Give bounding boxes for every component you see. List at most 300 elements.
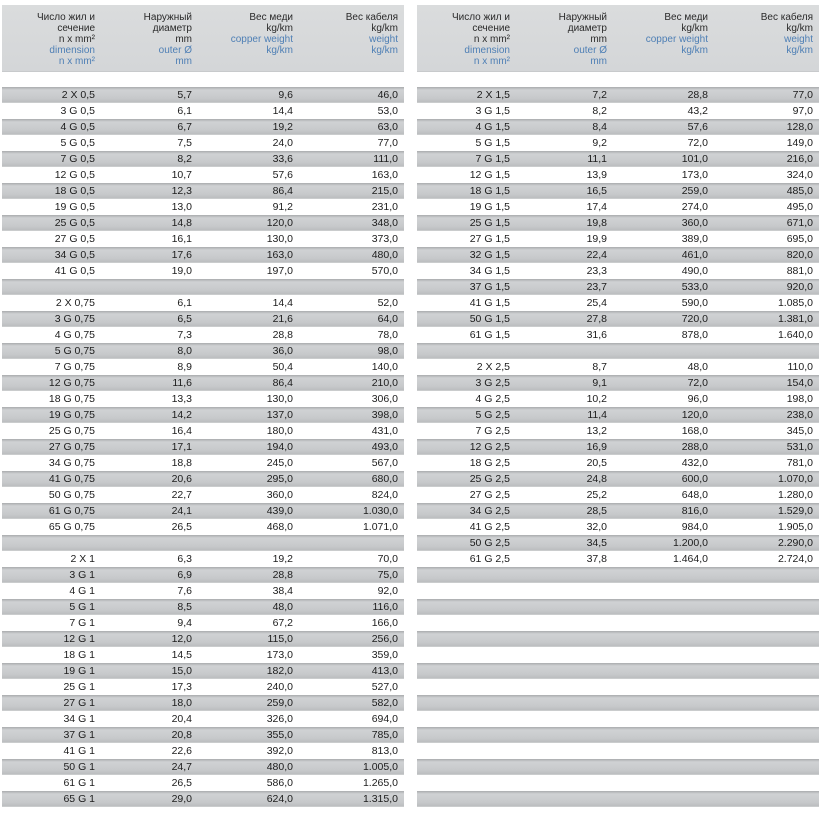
cell-dimension: 2 X 1,5 xyxy=(476,89,510,101)
cell-dimension: 27 G 1 xyxy=(63,697,95,709)
cell-outer-diameter: 16,9 xyxy=(586,441,607,453)
header-line: диаметр xyxy=(152,23,192,34)
cell-copper-weight: 480,0 xyxy=(266,761,293,773)
table-row xyxy=(417,423,819,439)
cell-cable-weight: 128,0 xyxy=(786,121,813,133)
table-row xyxy=(417,391,819,407)
cell-copper-weight: 14,4 xyxy=(272,105,293,117)
empty-row xyxy=(417,695,819,711)
cell-copper-weight: 240,0 xyxy=(266,681,293,693)
cell-cable-weight: 920,0 xyxy=(786,281,813,293)
header-line: Число жил и xyxy=(36,12,95,23)
empty-row xyxy=(417,679,819,695)
cell-cable-weight: 92,0 xyxy=(377,585,398,597)
cell-copper-weight: 28,8 xyxy=(272,329,293,341)
cell-copper-weight: 33,6 xyxy=(272,153,293,165)
table-row xyxy=(2,103,404,119)
table-row xyxy=(2,375,404,391)
cell-dimension: 37 G 1,5 xyxy=(469,281,510,293)
header-line: Вес меди xyxy=(664,12,708,23)
cell-copper-weight: 1.200,0 xyxy=(672,537,708,549)
header-line: mm xyxy=(175,56,192,67)
cell-copper-weight: 586,0 xyxy=(266,777,293,789)
cell-cable-weight: 813,0 xyxy=(371,745,398,757)
cell-outer-diameter: 8,2 xyxy=(592,105,607,117)
cell-cable-weight: 1.381,0 xyxy=(777,313,813,325)
empty-row xyxy=(417,583,819,599)
cell-cable-weight: 2.724,0 xyxy=(777,553,813,565)
table-row xyxy=(2,167,404,183)
cell-copper-weight: 43,2 xyxy=(687,105,708,117)
cell-dimension: 2 X 0,75 xyxy=(55,297,95,309)
cell-outer-diameter: 34,5 xyxy=(586,537,607,549)
column-header-outer-diameter xyxy=(101,12,198,67)
cell-outer-diameter: 6,9 xyxy=(177,569,192,581)
cell-cable-weight: 210,0 xyxy=(371,377,398,389)
table-row xyxy=(417,535,819,551)
cell-outer-diameter: 37,8 xyxy=(586,553,607,565)
table-row xyxy=(417,231,819,247)
cell-outer-diameter: 29,0 xyxy=(171,793,192,805)
cell-cable-weight: 256,0 xyxy=(371,633,398,645)
cell-copper-weight: 21,6 xyxy=(272,313,293,325)
cell-cable-weight: 97,0 xyxy=(792,105,813,117)
table-row xyxy=(2,87,404,103)
header-line: сечение xyxy=(57,23,95,34)
cell-outer-diameter: 12,0 xyxy=(171,633,192,645)
cell-cable-weight: 70,0 xyxy=(377,553,398,565)
cell-outer-diameter: 7,2 xyxy=(592,89,607,101)
cell-copper-weight: 57,6 xyxy=(272,169,293,181)
cell-outer-diameter: 17,1 xyxy=(171,441,192,453)
cell-copper-weight: 19,2 xyxy=(272,553,293,565)
cell-copper-weight: 130,0 xyxy=(266,393,293,405)
cell-cable-weight: 567,0 xyxy=(371,457,398,469)
table-row xyxy=(2,519,404,535)
cell-cable-weight: 110,0 xyxy=(787,361,813,373)
header-line: Вес меди xyxy=(249,12,293,23)
cell-dimension: 3 G 1,5 xyxy=(475,105,510,117)
cell-cable-weight: 398,0 xyxy=(371,409,398,421)
table-row xyxy=(2,695,404,711)
cell-dimension: 7 G 1,5 xyxy=(475,153,510,165)
cell-outer-diameter: 23,7 xyxy=(586,281,607,293)
cell-copper-weight: 197,0 xyxy=(266,265,293,277)
cell-copper-weight: 490,0 xyxy=(681,265,708,277)
cell-dimension: 19 G 1,5 xyxy=(469,201,510,213)
cell-copper-weight: 36,0 xyxy=(272,345,293,357)
cell-dimension: 19 G 1 xyxy=(63,665,95,677)
cell-dimension: 27 G 0,75 xyxy=(48,441,95,453)
cell-copper-weight: 67,2 xyxy=(272,617,293,629)
table-row xyxy=(417,327,819,343)
cell-cable-weight: 1.280,0 xyxy=(777,489,813,501)
cell-copper-weight: 137,0 xyxy=(266,409,293,421)
cell-cable-weight: 75,0 xyxy=(377,569,398,581)
cell-copper-weight: 168,0 xyxy=(681,425,708,437)
cell-dimension: 41 G 0,75 xyxy=(48,473,95,485)
cell-cable-weight: 63,0 xyxy=(377,121,398,133)
cell-cable-weight: 495,0 xyxy=(786,201,813,213)
header-line: Вес кабеля xyxy=(345,12,398,23)
table-row xyxy=(2,759,404,775)
cell-cable-weight: 359,0 xyxy=(371,649,398,661)
empty-row xyxy=(417,615,819,631)
table-row xyxy=(2,231,404,247)
cell-outer-diameter: 20,8 xyxy=(171,729,192,741)
empty-row xyxy=(417,663,819,679)
cell-cable-weight: 324,0 xyxy=(786,169,813,181)
cell-outer-diameter: 11,1 xyxy=(587,153,607,165)
cell-cable-weight: 116,0 xyxy=(372,601,398,613)
cell-outer-diameter: 18,8 xyxy=(171,457,192,469)
table-row xyxy=(417,215,819,231)
cell-outer-diameter: 8,7 xyxy=(592,361,607,373)
cell-cable-weight: 198,0 xyxy=(786,393,813,405)
table-header xyxy=(417,5,819,72)
cell-cable-weight: 582,0 xyxy=(371,697,398,709)
table-row xyxy=(417,119,819,135)
cell-dimension: 41 G 0,5 xyxy=(54,265,95,277)
table-row xyxy=(2,727,404,743)
table-row xyxy=(2,503,404,519)
table-row xyxy=(2,199,404,215)
table-row xyxy=(417,359,819,375)
cell-copper-weight: 28,8 xyxy=(687,89,708,101)
cell-copper-weight: 600,0 xyxy=(681,473,708,485)
header-line: сечение xyxy=(472,23,510,34)
cell-cable-weight: 781,0 xyxy=(786,457,813,469)
cell-copper-weight: 86,4 xyxy=(272,185,293,197)
table-row xyxy=(2,743,404,759)
cell-copper-weight: 360,0 xyxy=(266,489,293,501)
cell-cable-weight: 215,0 xyxy=(371,185,398,197)
table-row xyxy=(2,647,404,663)
table-row xyxy=(417,135,819,151)
cell-dimension: 27 G 2,5 xyxy=(469,489,510,501)
header-line: диаметр xyxy=(567,23,607,34)
cell-copper-weight: 173,0 xyxy=(266,649,293,661)
cell-dimension: 34 G 1,5 xyxy=(469,265,510,277)
header-line: copper weight xyxy=(230,34,293,45)
empty-row xyxy=(417,759,819,775)
cell-copper-weight: 389,0 xyxy=(681,233,708,245)
cell-cable-weight: 140,0 xyxy=(371,361,398,373)
cell-outer-diameter: 20,5 xyxy=(586,457,607,469)
table-row xyxy=(417,87,819,103)
column-header-copper-weight xyxy=(613,12,714,56)
cell-dimension: 12 G 2,5 xyxy=(469,441,510,453)
cell-copper-weight: 288,0 xyxy=(681,441,708,453)
table-row xyxy=(417,503,819,519)
cell-copper-weight: 182,0 xyxy=(266,665,293,677)
cell-cable-weight: 46,0 xyxy=(377,89,398,101)
cell-outer-diameter: 20,6 xyxy=(171,473,192,485)
table-row xyxy=(2,407,404,423)
cell-dimension: 27 G 0,5 xyxy=(54,233,95,245)
table-row xyxy=(2,679,404,695)
cell-dimension: 18 G 1 xyxy=(63,649,95,661)
table-row xyxy=(2,183,404,199)
cell-outer-diameter: 17,6 xyxy=(171,249,192,261)
empty-row xyxy=(417,727,819,743)
cell-dimension: 61 G 1,5 xyxy=(469,329,510,341)
cell-cable-weight: 154,0 xyxy=(786,377,813,389)
cell-dimension: 4 G 0,5 xyxy=(60,121,95,133)
cell-dimension: 12 G 1,5 xyxy=(469,169,510,181)
cell-dimension: 2 X 1 xyxy=(70,553,95,565)
cell-cable-weight: 431,0 xyxy=(371,425,398,437)
cell-outer-diameter: 24,8 xyxy=(586,473,607,485)
table-body xyxy=(417,87,819,807)
cell-copper-weight: 461,0 xyxy=(681,249,708,261)
cell-copper-weight: 72,0 xyxy=(687,377,708,389)
cell-cable-weight: 77,0 xyxy=(792,89,813,101)
table-row xyxy=(2,215,404,231)
table-row xyxy=(417,183,819,199)
cell-copper-weight: 72,0 xyxy=(687,137,708,149)
table-row xyxy=(2,791,404,807)
cell-outer-diameter: 9,4 xyxy=(177,617,192,629)
table-row xyxy=(417,167,819,183)
cell-outer-diameter: 16,1 xyxy=(171,233,192,245)
column-header-cable-weight xyxy=(714,12,819,56)
cell-dimension: 50 G 2,5 xyxy=(469,537,510,549)
header-line: Наружный xyxy=(143,12,192,23)
cell-outer-diameter: 5,7 xyxy=(177,89,192,101)
empty-row xyxy=(417,599,819,615)
spec-table-left xyxy=(2,5,404,807)
cell-outer-diameter: 8,0 xyxy=(177,345,192,357)
cell-outer-diameter: 7,3 xyxy=(177,329,192,341)
cell-dimension: 4 G 0,75 xyxy=(54,329,95,341)
cell-copper-weight: 274,0 xyxy=(681,201,708,213)
cell-outer-diameter: 14,8 xyxy=(171,217,192,229)
cell-dimension: 5 G 1 xyxy=(69,601,95,613)
cell-copper-weight: 355,0 xyxy=(266,729,293,741)
header-line: mm xyxy=(175,34,192,45)
cell-cable-weight: 111,0 xyxy=(373,153,398,165)
cell-cable-weight: 1.071,0 xyxy=(362,521,398,533)
cell-cable-weight: 671,0 xyxy=(786,217,813,229)
cell-copper-weight: 38,4 xyxy=(272,585,293,597)
cell-outer-diameter: 16,4 xyxy=(171,425,192,437)
cell-outer-diameter: 7,5 xyxy=(177,137,192,149)
table-row xyxy=(2,551,404,567)
table-row xyxy=(2,663,404,679)
cell-outer-diameter: 6,5 xyxy=(177,313,192,325)
cell-copper-weight: 1.464,0 xyxy=(672,553,708,565)
cell-outer-diameter: 24,1 xyxy=(171,505,192,517)
empty-row xyxy=(417,711,819,727)
column-header-dimension xyxy=(417,12,516,67)
cell-dimension: 65 G 1 xyxy=(63,793,95,805)
table-row xyxy=(2,295,404,311)
cell-outer-diameter: 22,7 xyxy=(171,489,192,501)
cell-dimension: 5 G 2,5 xyxy=(475,409,510,421)
cell-copper-weight: 173,0 xyxy=(681,169,708,181)
cell-outer-diameter: 6,1 xyxy=(177,297,192,309)
cell-outer-diameter: 6,7 xyxy=(177,121,192,133)
cell-copper-weight: 120,0 xyxy=(681,409,708,421)
cell-cable-weight: 231,0 xyxy=(371,201,398,213)
cell-dimension: 27 G 1,5 xyxy=(469,233,510,245)
cell-outer-diameter: 13,0 xyxy=(171,201,192,213)
cell-dimension: 3 G 1 xyxy=(69,569,95,581)
cell-outer-diameter: 9,1 xyxy=(592,377,607,389)
cell-cable-weight: 53,0 xyxy=(377,105,398,117)
cell-copper-weight: 432,0 xyxy=(681,457,708,469)
cell-cable-weight: 694,0 xyxy=(371,713,398,725)
cell-outer-diameter: 6,3 xyxy=(177,553,192,565)
cell-outer-diameter: 23,3 xyxy=(586,265,607,277)
cell-copper-weight: 180,0 xyxy=(266,425,293,437)
cell-outer-diameter: 17,3 xyxy=(171,681,192,693)
cell-outer-diameter: 18,0 xyxy=(171,697,192,709)
cell-outer-diameter: 12,3 xyxy=(171,185,192,197)
cell-copper-weight: 326,0 xyxy=(266,713,293,725)
cell-dimension: 18 G 2,5 xyxy=(469,457,510,469)
cell-cable-weight: 1.315,0 xyxy=(362,793,398,805)
cell-dimension: 25 G 1,5 xyxy=(469,217,510,229)
cell-cable-weight: 216,0 xyxy=(786,153,813,165)
cell-copper-weight: 360,0 xyxy=(681,217,708,229)
cell-dimension: 25 G 0,5 xyxy=(54,217,95,229)
cell-dimension: 19 G 0,75 xyxy=(48,409,95,421)
cell-cable-weight: 77,0 xyxy=(377,137,398,149)
table-row xyxy=(2,247,404,263)
cell-outer-diameter: 13,3 xyxy=(171,393,192,405)
header-line: dimension xyxy=(49,45,95,56)
cell-dimension: 2 X 0,5 xyxy=(61,89,95,101)
cell-cable-weight: 570,0 xyxy=(371,265,398,277)
cell-outer-diameter: 8,5 xyxy=(177,601,192,613)
cell-dimension: 5 G 0,5 xyxy=(60,137,95,149)
table-row xyxy=(417,407,819,423)
cell-cable-weight: 98,0 xyxy=(377,345,398,357)
table-row xyxy=(417,279,819,295)
header-line: outer Ø xyxy=(573,45,607,56)
cell-outer-diameter: 20,4 xyxy=(171,713,192,725)
separator-row xyxy=(2,279,404,295)
cell-cable-weight: 1.905,0 xyxy=(777,521,813,533)
cell-dimension: 4 G 1 xyxy=(69,585,95,597)
cell-dimension: 50 G 0,75 xyxy=(48,489,95,501)
cell-dimension: 12 G 1 xyxy=(63,633,95,645)
cell-outer-diameter: 7,6 xyxy=(177,585,192,597)
cell-dimension: 3 G 0,5 xyxy=(60,105,95,117)
cell-dimension: 3 G 2,5 xyxy=(475,377,510,389)
cell-dimension: 12 G 0,5 xyxy=(54,169,95,181)
header-line: Наружный xyxy=(558,12,607,23)
column-header-outer-diameter xyxy=(516,12,613,67)
empty-row xyxy=(417,647,819,663)
cell-cable-weight: 824,0 xyxy=(371,489,398,501)
cell-outer-diameter: 22,6 xyxy=(171,745,192,757)
cell-dimension: 32 G 1,5 xyxy=(469,249,510,261)
cell-outer-diameter: 10,2 xyxy=(586,393,607,405)
column-header-cable-weight xyxy=(299,12,404,56)
header-line: kg/km xyxy=(681,45,708,56)
table-row xyxy=(417,263,819,279)
cell-cable-weight: 373,0 xyxy=(371,233,398,245)
cell-outer-diameter: 15,0 xyxy=(171,665,192,677)
table-row xyxy=(417,455,819,471)
table-row xyxy=(417,295,819,311)
cell-outer-diameter: 17,4 xyxy=(586,201,607,213)
table-row xyxy=(2,391,404,407)
table-row xyxy=(2,711,404,727)
cell-dimension: 7 G 0,75 xyxy=(54,361,95,373)
cell-copper-weight: 624,0 xyxy=(266,793,293,805)
cell-copper-weight: 86,4 xyxy=(272,377,293,389)
table-row xyxy=(2,119,404,135)
cell-outer-diameter: 31,6 xyxy=(586,329,607,341)
header-line: dimension xyxy=(464,45,510,56)
cell-cable-weight: 881,0 xyxy=(786,265,813,277)
cell-outer-diameter: 11,6 xyxy=(172,377,192,389)
empty-row xyxy=(417,743,819,759)
cell-dimension: 50 G 1 xyxy=(63,761,95,773)
table-row xyxy=(2,311,404,327)
cell-copper-weight: 816,0 xyxy=(681,505,708,517)
cell-copper-weight: 590,0 xyxy=(681,297,708,309)
cell-dimension: 41 G 1 xyxy=(63,745,95,757)
cell-outer-diameter: 19,9 xyxy=(586,233,607,245)
cell-cable-weight: 1.005,0 xyxy=(362,761,398,773)
cell-dimension: 4 G 1,5 xyxy=(475,121,510,133)
table-row xyxy=(2,135,404,151)
cell-dimension: 7 G 2,5 xyxy=(475,425,510,437)
cell-copper-weight: 48,0 xyxy=(272,601,293,613)
cell-outer-diameter: 24,7 xyxy=(171,761,192,773)
header-line: weight xyxy=(784,34,813,45)
cell-cable-weight: 166,0 xyxy=(371,617,398,629)
table-row xyxy=(2,631,404,647)
header-line: n x mm² xyxy=(58,56,95,67)
cell-copper-weight: 50,4 xyxy=(272,361,293,373)
table-row xyxy=(2,615,404,631)
table-row xyxy=(2,327,404,343)
cell-copper-weight: 468,0 xyxy=(266,521,293,533)
cell-dimension: 25 G 0,75 xyxy=(48,425,95,437)
cell-cable-weight: 413,0 xyxy=(371,665,398,677)
cell-copper-weight: 648,0 xyxy=(681,489,708,501)
cell-dimension: 34 G 0,75 xyxy=(48,457,95,469)
cell-copper-weight: 24,0 xyxy=(272,137,293,149)
cell-outer-diameter: 8,9 xyxy=(177,361,192,373)
header-line: n x mm² xyxy=(473,34,510,45)
table-row xyxy=(417,151,819,167)
cell-copper-weight: 28,8 xyxy=(272,569,293,581)
cell-copper-weight: 878,0 xyxy=(681,329,708,341)
cell-cable-weight: 695,0 xyxy=(786,233,813,245)
table-row xyxy=(2,471,404,487)
cell-outer-diameter: 25,4 xyxy=(586,297,607,309)
header-line: kg/km xyxy=(681,23,708,34)
cell-cable-weight: 480,0 xyxy=(371,249,398,261)
cell-cable-weight: 485,0 xyxy=(786,185,813,197)
cell-dimension: 7 G 0,5 xyxy=(60,153,95,165)
cell-copper-weight: 9,6 xyxy=(278,89,293,101)
cell-cable-weight: 78,0 xyxy=(377,329,398,341)
header-line: mm xyxy=(590,56,607,67)
cell-cable-weight: 163,0 xyxy=(371,169,398,181)
cell-dimension: 18 G 1,5 xyxy=(469,185,510,197)
cell-outer-diameter: 26,5 xyxy=(171,521,192,533)
cell-cable-weight: 348,0 xyxy=(371,217,398,229)
cell-outer-diameter: 9,2 xyxy=(592,137,607,149)
